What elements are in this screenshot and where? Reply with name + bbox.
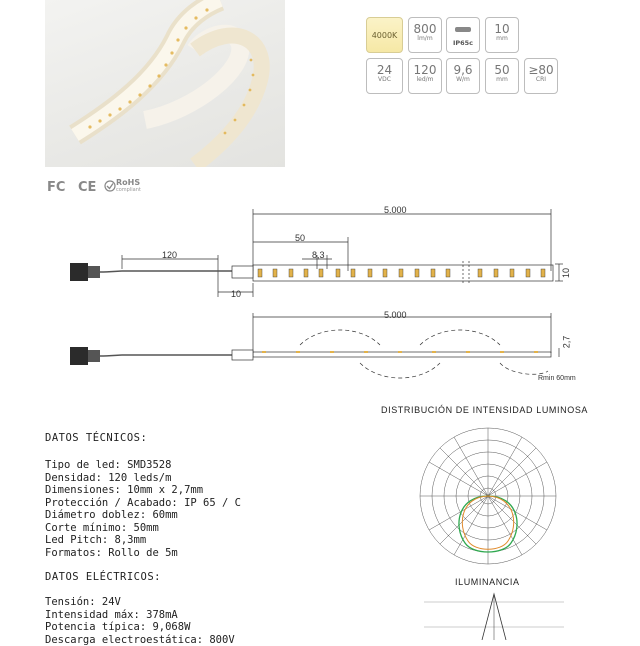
width-value: 10 [486,23,518,35]
voltage-icon [366,58,403,94]
cri-icon [524,58,558,94]
elec-line: Intensidad máx: 378mA [45,609,235,622]
thickness-label: 2,7 [561,336,571,349]
tech-line: Dimensiones: 10mm x 2,7mm [45,484,241,497]
lumens-value: 800 [409,23,441,35]
cable-length-label: 120 [162,250,177,260]
voltage-value: 24 [367,64,402,76]
led-row [258,269,545,277]
color-temp-value: 4000K [367,18,402,54]
polar-title: DISTRIBUCIÓN DE INTENSIDAD LUMINOSA [381,405,588,415]
tech-line: Densidad: 120 leds/m [45,472,241,485]
side-length-label: 5.000 [384,310,407,320]
lumens-icon [408,17,442,53]
cut-value: 50 [486,64,518,76]
elec-line: Tensión: 24V [45,596,235,609]
power-unit: W/m [447,76,479,84]
cri-unit: CRI [525,76,557,84]
power-value: 9,6 [447,64,479,76]
power-icon [446,58,480,94]
fcc-logo: FC [47,180,65,195]
pitch-label: 8,3 [312,250,325,260]
check-icon [104,180,116,192]
tech-line: Tipo de led: SMD3528 [45,459,241,472]
tech-data-list [45,459,241,559]
cut-unit: mm [486,76,518,84]
rohs-subtext: compliant [116,187,141,193]
tech-line: Formatos: Rollo de 5m [45,547,241,560]
cut-length-icon [485,58,519,94]
total-length-label: 5.000 [384,205,407,215]
elec-data-list [45,596,235,646]
connector-top [70,263,253,281]
tech-line: Protección / Acabado: IP 65 / C [45,497,241,510]
illuminance-diagram [424,590,564,640]
tech-line: Corte mínimo: 50mm [45,522,241,535]
elec-line: Descarga electroestática: 800V [45,634,235,646]
elec-line: Potencia típica: 9,068W [45,621,235,634]
led-strip-illustration [45,0,285,167]
bend-radius-label: Rmin 60mm [538,375,576,382]
ce-logo: CE [78,180,96,195]
tech-line: Diámetro doblez: 60mm [45,509,241,522]
density-icon [408,58,442,94]
ip-rating-icon [446,17,480,53]
color-temperature-icon [366,17,403,53]
density-unit: led/m [409,76,441,84]
lumens-unit: lm/m [409,35,441,43]
tech-data-title: DATOS TÉCNICOS: [45,432,147,444]
rohs-logo [104,178,140,196]
cut-length-label: 50 [295,233,305,243]
width-unit: mm [486,35,518,43]
voltage-unit: VDC [367,76,402,84]
rohs-text: RoHS [116,178,140,187]
water-drop-icon [453,23,473,35]
elec-data-title: DATOS ELÉCTRICOS: [45,571,161,583]
polar-intensity-diagram [413,421,563,571]
width-icon [485,17,519,53]
illuminance-title: ILUMINANCIA [455,577,520,587]
product-photo [45,0,285,167]
technical-drawing [0,195,640,395]
height-label: 10 [561,268,571,278]
ip-value: IP65c [447,39,479,47]
connector-offset-label: 10 [231,289,241,299]
connector-side [70,347,253,365]
tech-line: Led Pitch: 8,3mm [45,534,241,547]
cri-value: ≥80 [525,64,557,76]
density-value: 120 [409,64,441,76]
